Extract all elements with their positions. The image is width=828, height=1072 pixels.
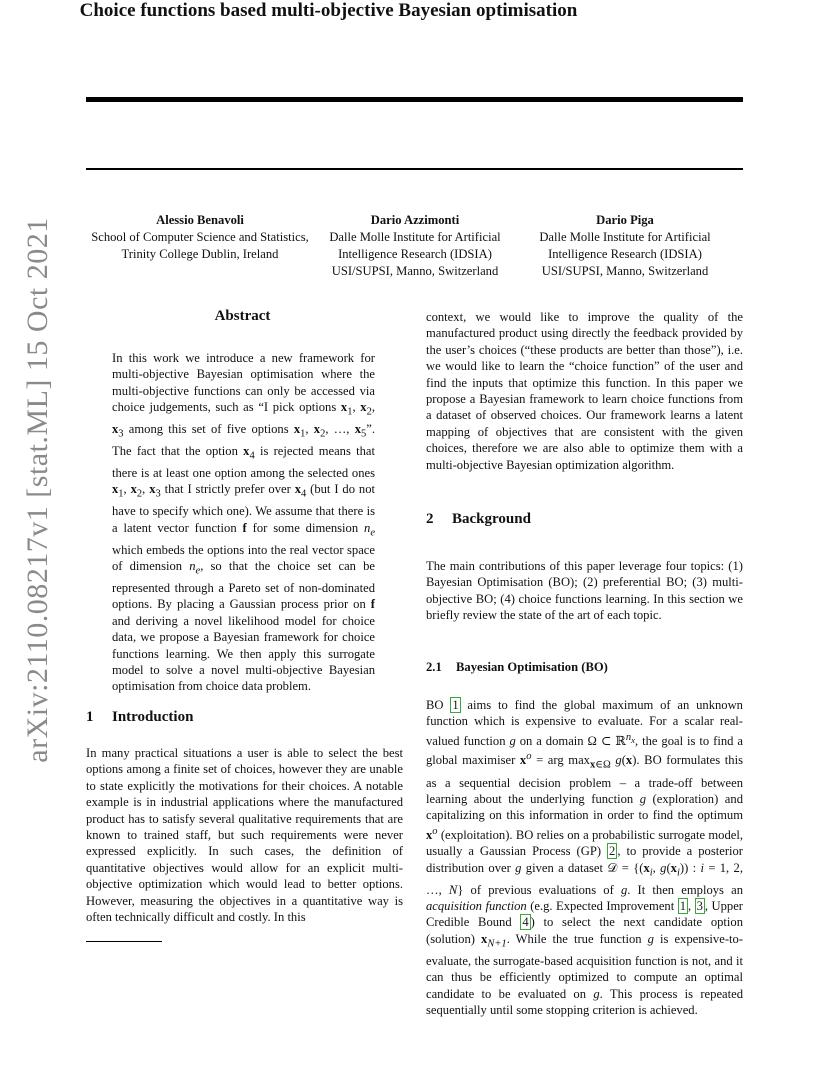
- author-name: Dario Azzimonti: [370, 213, 460, 227]
- arxiv-identifier-text: arXiv:2110.08217v1 [stat.ML] 15 Oct 2021: [21, 217, 54, 763]
- section-number: 2: [426, 511, 434, 527]
- author-affiliation: USI/SUPSI, Manno, Switzerland: [331, 264, 499, 278]
- title-rule: [86, 168, 743, 170]
- arxiv-identifier: [18, 217, 58, 763]
- section-number: 1: [86, 709, 94, 725]
- author-affiliation: USI/SUPSI, Manno, Switzerland: [541, 264, 709, 278]
- subsection-title: Bayesian Optimisation (BO): [456, 660, 608, 674]
- section-title: Background: [452, 511, 531, 527]
- author-name: Dario Piga: [596, 213, 654, 227]
- bo-body: BO 1 aims to find the global maximum of an unknown function which is expensive to evaluate. For a scalar real-valued function g on a domain Ω ⊂ ℝ$^{n_x}$, the goal is to find a global maximiser $x^o$ = arg $\max_{x\in\Omega} g(x)$. BO formulates this as a sequential decision problem – a trade-off between learning about the underlying function g (exploration) and capitalizing on this information in order to find the optimum $x^o$ (exploitation). BO relies on a probabilistic surrogate model, usually a Gaussian Process (GP) 2 , to provide a posterior distribution over g given a dataset 𝒟 = {($x_i$, $g(x_i)$) : i = 1, 2, …, N} of previous evaluations of g. It then employs an acquisition function (e.g. Expected Improvement 1 , 3 , Upper Credible Bound 4 ) to select the next candidate option (solution) $x_{N+1}$. While the true function g is expensive-to-evaluate, the surrogate-based acquisition function is not, and it can thus be efficiently optimized to compute an optimal candidate to be evaluated on g. This process is repeated sequentially until some stopping criterion is achieved.: [426, 698, 744, 1018]
- author-affiliation: Dalle Molle Institute for Artificial: [329, 230, 501, 244]
- paper-title: Choice functions based multi-objective Bayesian optimisation: [79, 0, 578, 21]
- author-block-1: [82, 212, 318, 263]
- author-affiliation: Trinity College Dublin, Ireland: [121, 247, 279, 261]
- abstract-body: In this work we introduce a new framework for multi-objective Bayesian optimisation where the multi-objective functions can only be accessed via choice judgements, such as “I pick options $x_1$, $x_2$, $x_3$ among this set of five options $x_1$, $x_2$, …, $x_5$”. The fact that the option $x_4$ is rejected means that there is at least one option among the selected ones $x_1$, $x_2$, $x_3$ that I strictly prefer over $x_4$ (but I do not have to specify which one). We assume that there is a latent vector function f for some dimension $n_e$ which embeds the options into the real vector space of dimension $n_e$, so that the choice set can be represented through a Pareto set of non-dominated options. By placing a Gaussian process prior on f and deriving a novel likelihood model for choice data, we propose a Bayesian framework for choice functions learning. We then apply this surrogate model to solve a novel multi-objective Bayesian optimisation from choice data problem.: [112, 351, 376, 694]
- section-heading-background: [426, 511, 531, 528]
- introduction-body: In many practical situations a user is able to select the best options among a finite set of choices, however they are unable to state explicitly the motivations for their choices. A notable example is in industrial applications where the manufactured product has to satisfy several qualitative requirements that are known to trained staff, but such requirements were never expressed explicitly. In such cases, the definition of quantitative objectives would allow for an explicit multi-objective optimization which would lead to better options. However, measuring the objectives in a quantitative way is often technically difficult and costly. In this: [86, 746, 403, 925]
- introduction-continuation: context, we would like to improve the quality of the manufactured product using directly the feedback provided by the user’s choices (“these products are better than those”), i.e. we would like to learn the “choice function” of the user and find the inputs that optimize this function. In this paper we propose a Bayesian framework to learn choice functions from a dataset of observed choices. Our framework learns a latent mapping of objectives that are consistent with the given choices, therefore we are also able to optimize them with a multi-objective Bayesian optimization algorithm.: [426, 310, 743, 472]
- footnote-rule: [86, 941, 162, 942]
- author-block-2: [318, 212, 512, 280]
- section-title: Introduction: [112, 709, 194, 725]
- abstract-heading: Abstract: [214, 308, 271, 324]
- author-affiliation: Intelligence Research (IDSIA): [338, 247, 492, 261]
- background-body: The main contributions of this paper leverage four topics: (1) Bayesian Optimisation (BO); (2) preferential BO; (3) multi-objective BO; (4) choice functions learning. In this section we briefly review the state of the art of each topic.: [426, 559, 743, 623]
- author-name: Alessio Benavoli: [156, 213, 244, 227]
- subsection-number: 2.1: [426, 660, 442, 674]
- top-rule: [86, 97, 743, 102]
- section-heading-introduction: [86, 709, 193, 726]
- author-affiliation: Dalle Molle Institute for Artificial: [539, 230, 711, 244]
- author-block-3: [528, 212, 722, 280]
- author-affiliation: Intelligence Research (IDSIA): [548, 247, 702, 261]
- author-affiliation: School of Computer Science and Statistics,: [91, 230, 309, 244]
- subsection-heading-bo: [426, 660, 608, 675]
